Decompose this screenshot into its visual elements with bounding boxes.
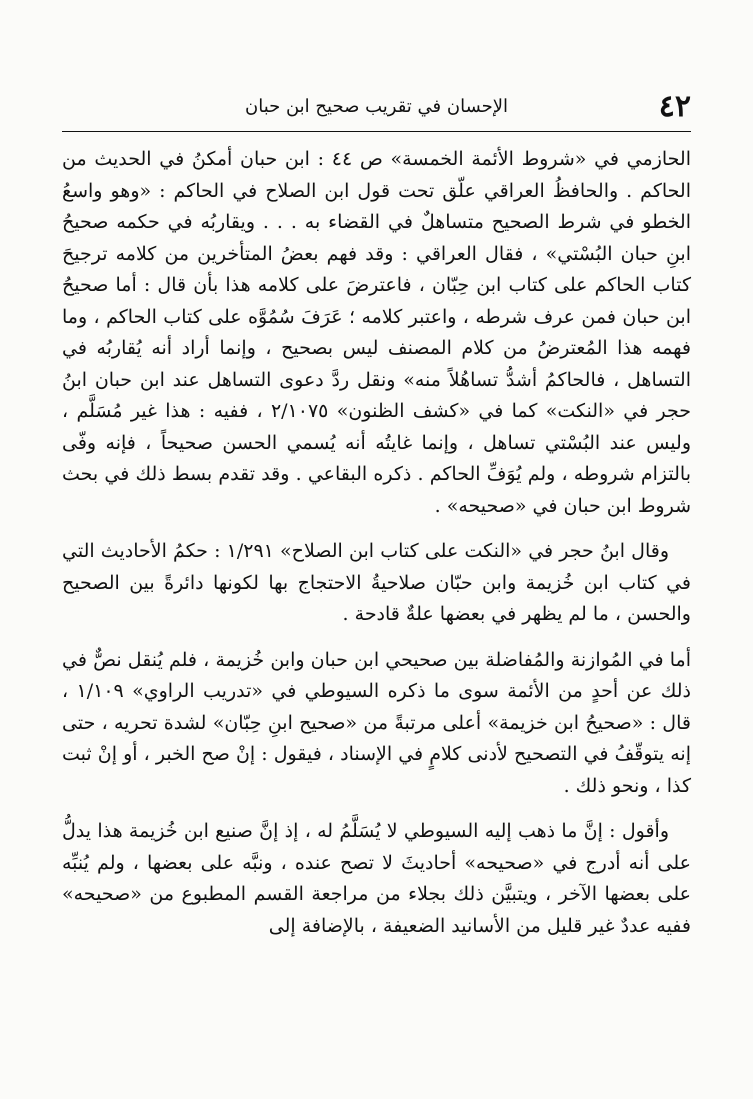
header-rule [62,131,691,132]
paragraph-3: أما في المُوازنة والمُفاضلة بين صحيحي ابن حبان وابن خُزيمة ، فلم يُنقل نصٌّ في ذلك عن أحدٍ من الأئمة سوى ما ذكره السيوطي في «تدريب الراوي» ١/١٠٩ ، قال : «صحيحُ ابن خزيمة» أعلى مرتبةً من «صحيح ابنِ حِبّان» لشدة تحريه ، حتى إنه يتوقّفُ في التصحيح لأدنى كلامٍ في الإسناد ، فيقول : إنْ صح الخبر ، أو إنْ ثبت كذا ، ونحو ذلك . [62,648,692,797]
book-title: الإحسان في تقريب صحيح ابن حبان [244,96,509,117]
paragraph-1: الحازمي في «شروط الأئمة الخمسة» ص ٤٤ : ابن حبان أمكنُ في الحديث من الحاكم . والحافظُ العراقي علّق تحت قول ابن الصلاح في الحاكم : «وهو واسعُ الخطو في شرط الصحيح متساهلٌ في القضاء به . . . ويقاربُه في حكمه صحيحُ ابنِ حبان البُسْتي» ، فقال العراقي : وقد فهم بعضُ المتأخرين من كلامه ترجيحَ كتاب الحاكم على كتاب ابن حِبّان ، فاعترضَ على كلامه هذا بأن قال : أما صحيحُ ابن حبان فمن عرف شرطه ، واعتبر كلامه ؛ عَرَفَ سُمُوَّه على كتاب الحاكم ، وما فهمه هذا المُعترضُ من كلام المصنف ليس بصحيح ، وإنما أراد أنه يُقاربُه في التساهل ، فالحاكمُ أشدُّ تساهُلاً منه» ونقل ردَّ دعوى التساهل عند ابن حبان ابنُ حجر في «النكت» كما في «كشف الظنون» ٢/١٠٧٥ ، ففيه : هذا غير مُسَلَّم ، وليس عند البُسْتي تساهل ، وإنما غايتُه أنه يُسمي الحسن صحيحاً ، فإنه وفّى بالتزام شروطه ، ولم يُوَفِّ الحاكم . ذكره البقاعي . وقد تقدم بسط ذلك في بحث شروط ابن حبان في «صحيحه» . [62,148,691,517]
page-number: ٤٢ [658,89,691,124]
paragraph-2: وقال ابنُ حجر في «النكت على كتاب ابن الصلاح» ١/٢٩١ : حكمُ الأحاديث التي في كتاب ابن خُزيمة وابن حبّان صلاحيةُ الاحتجاج بها لكونها دائرةً بين الصحيح والحسن ، ما لم يظهر في بعضها علةٌ قادحة . [62,540,691,625]
running-header [62,88,691,132]
body-text [62,144,691,942]
paragraph-4: وأقول : إنَّ ما ذهب إليه السيوطي لا يُسَلَّمُ له ، إذ إنَّ صنيع ابن خُزيمة هذا يدلُّ على أنه أدرج في «صحيحه» أحاديثَ لا تصح عنده ، ونبَّه على بعضها ، ولم يُنبِّه على بعضها الآخر ، ويتبيَّن ذلك بجلاء من مراجعة القسم المطبوع من «صحيحه» ففيه عددٌ غير قليل من الأسانيد الضعيفة ، بالإضافة إلى [62,820,691,937]
